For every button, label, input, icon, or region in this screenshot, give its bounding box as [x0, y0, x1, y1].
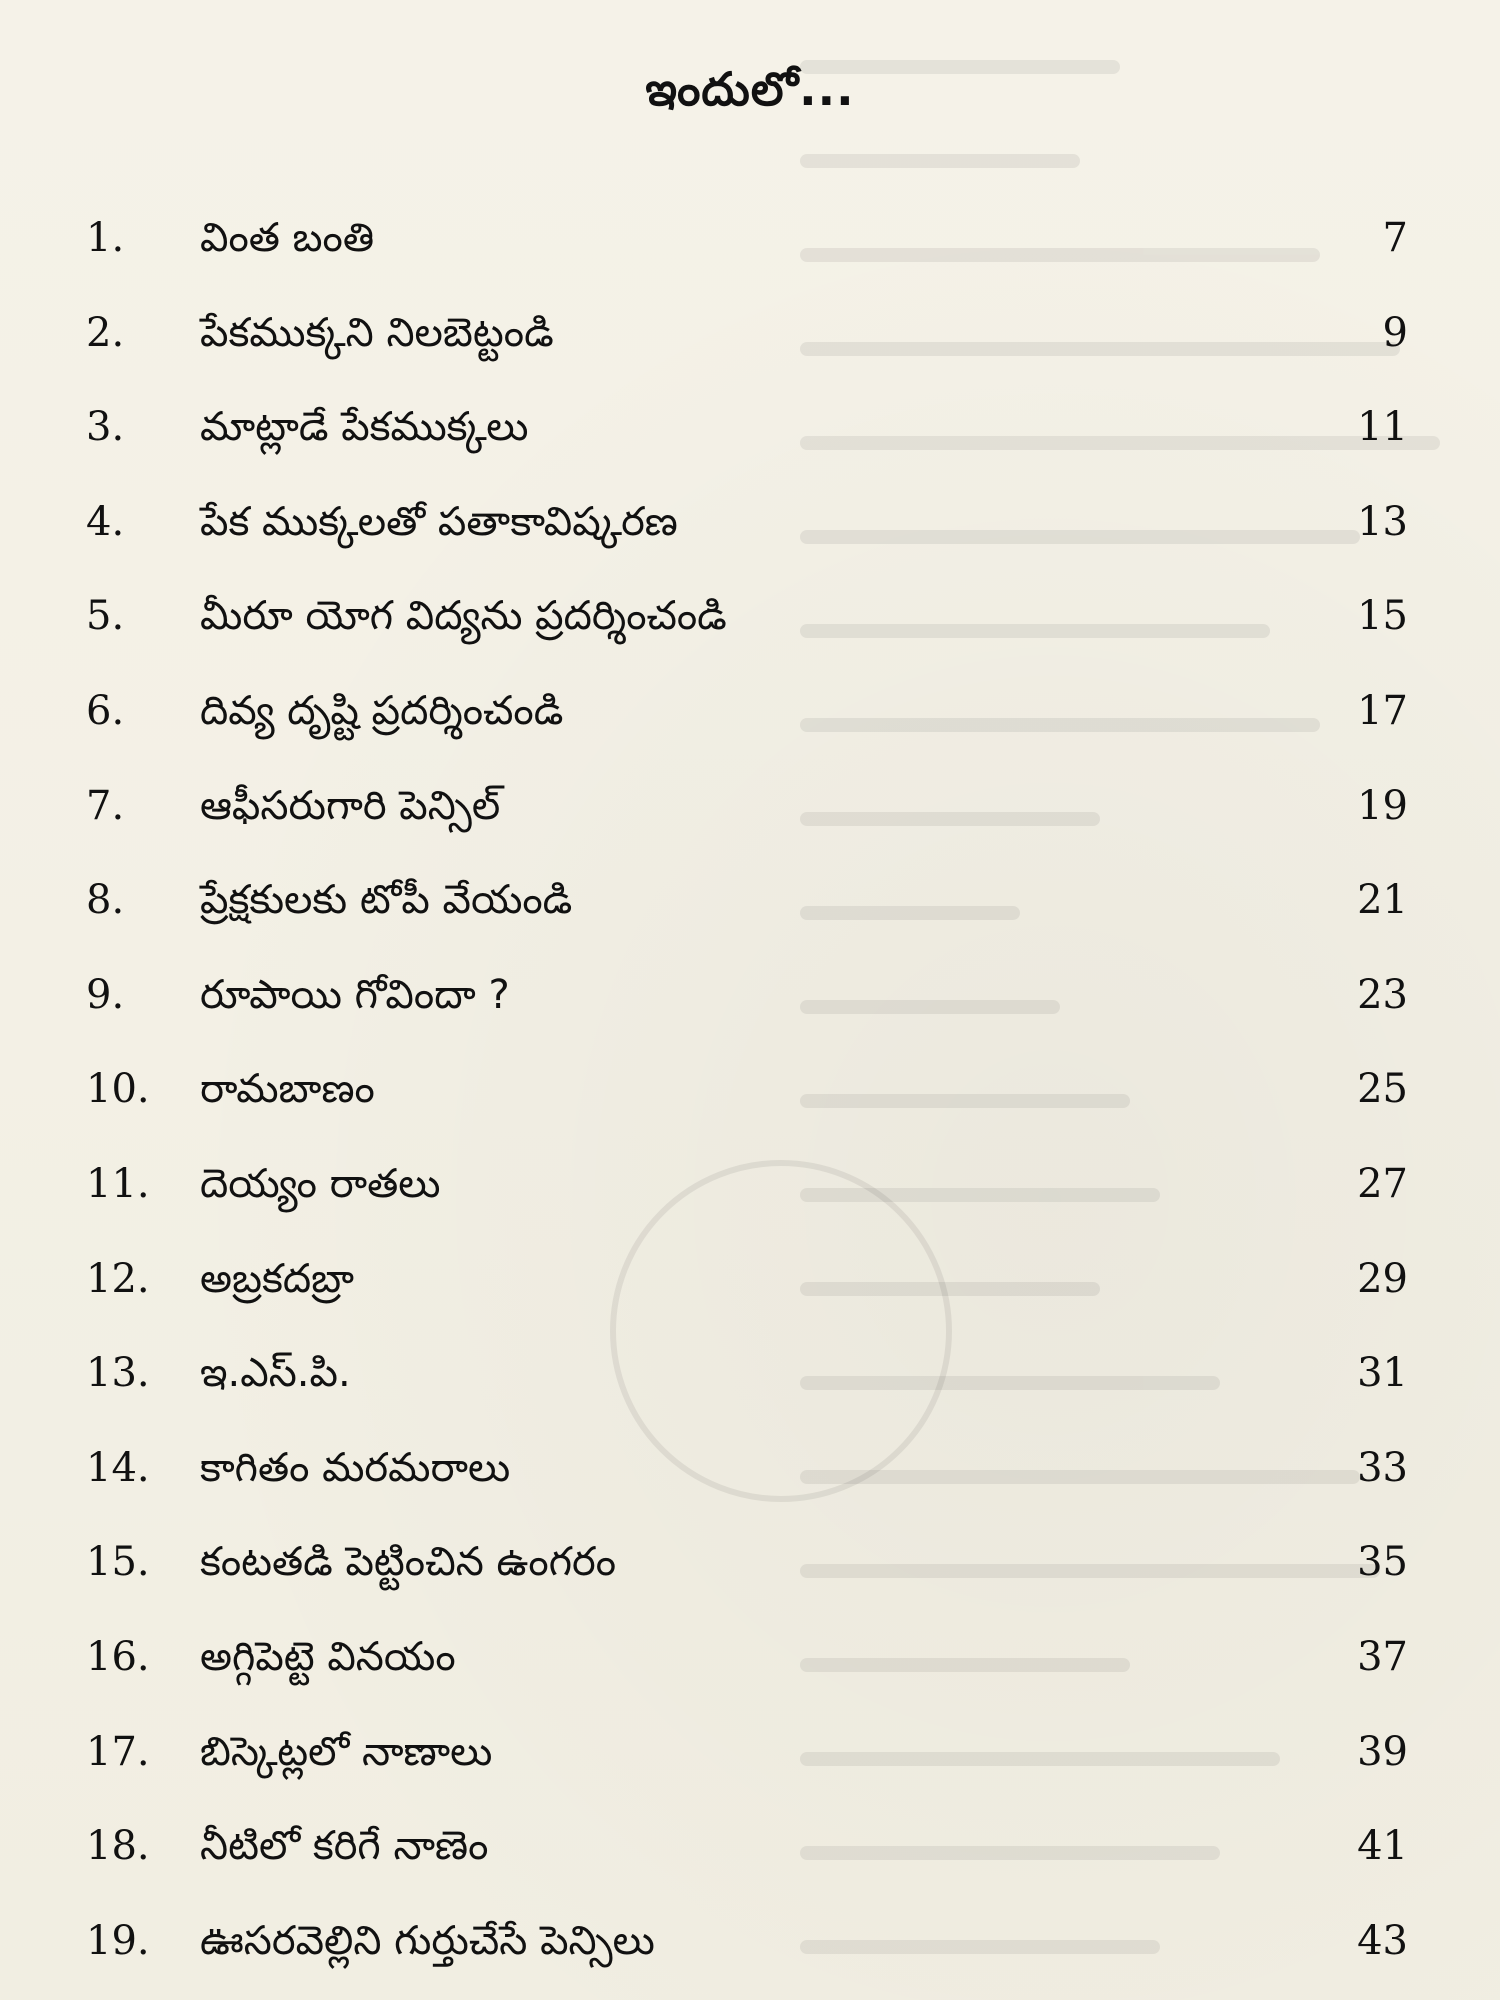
toc-entry-title: ఊసరవెల్లిని గుర్తుచేసే పెన్సిలు [200, 1917, 655, 1964]
toc-entry-page: 31 [1357, 1350, 1408, 1397]
toc-entry-page: 17 [1357, 688, 1408, 734]
toc-entry-number: 2. [86, 309, 125, 356]
toc-entry-title: కాగితం మరమరాలు [200, 1444, 511, 1491]
toc-entry [0, 1722, 1500, 1782]
toc-entry-number: 18. [86, 1823, 150, 1870]
toc-entry [0, 1059, 1500, 1119]
toc-entry-number: 15. [86, 1539, 150, 1586]
toc-entry [0, 681, 1500, 741]
toc-entry [0, 397, 1500, 457]
toc-entry-number: 3. [86, 404, 125, 451]
toc-entry [0, 870, 1500, 930]
toc-entry [0, 492, 1500, 552]
toc-entry-title: మాట్లాడే పేకముక్కలు [200, 404, 529, 451]
toc-entry-page: 27 [1357, 1161, 1408, 1207]
toc-entry [0, 1154, 1500, 1214]
toc-entry-page: 35 [1357, 1539, 1408, 1586]
toc-entry-title: పేకముక్కని నిలబెట్టండి [200, 309, 554, 356]
toc-entry [0, 965, 1500, 1025]
toc-entry [0, 586, 1500, 646]
toc-entry [0, 1343, 1500, 1403]
toc-entry-page: 37 [1357, 1634, 1408, 1680]
toc-entry-page: 21 [1357, 877, 1408, 924]
toc-entry-title: వింత బంతి [200, 215, 375, 261]
toc-entry-title: దెయ్యం రాతలు [200, 1161, 441, 1207]
toc-entry-title: అబ్రకదబ్రా [200, 1255, 354, 1302]
toc-entry-number: 16. [86, 1634, 150, 1680]
toc-entry-title: మీరూ యోగ విద్యను ప్రదర్శించండి [200, 593, 727, 640]
toc-entry [0, 1438, 1500, 1498]
page-title: ఇందులో... [645, 62, 855, 116]
toc-entry-page: 11 [1357, 404, 1408, 451]
toc-entry-page: 41 [1357, 1823, 1408, 1870]
toc-entry [0, 1627, 1500, 1687]
toc-entry-page: 7 [1382, 215, 1408, 261]
toc-entry [0, 1911, 1500, 1971]
toc-entry-title: రామబాణం [200, 1066, 375, 1113]
toc-entry-page: 15 [1357, 593, 1408, 640]
toc-entry-title: నీటిలో కరిగే నాణెం [200, 1823, 489, 1870]
toc-entry-title: ఇ.ఎస్.పి. [200, 1350, 351, 1397]
toc-entry-number: 10. [86, 1066, 150, 1113]
toc-entry-page: 39 [1357, 1728, 1408, 1775]
toc-entry-number: 13. [86, 1350, 150, 1397]
toc-entry-title: కంటతడి పెట్టించిన ఉంగరం [200, 1539, 617, 1586]
toc-entry-number: 14. [86, 1444, 150, 1491]
toc-entry-title: రూపాయి గోవిందా ? [200, 971, 510, 1018]
toc-entry-page: 9 [1382, 309, 1408, 356]
toc-entry-page: 25 [1357, 1066, 1408, 1113]
toc-entry-number: 12. [86, 1255, 150, 1302]
toc-entry-number: 8. [86, 877, 125, 924]
toc-entry [0, 1532, 1500, 1592]
toc-entry-page: 29 [1357, 1255, 1408, 1302]
toc-entry-number: 1. [86, 215, 125, 261]
toc-entry-page: 43 [1357, 1917, 1408, 1964]
toc-entry-title: దివ్య దృష్టి ప్రదర్శించండి [200, 688, 564, 734]
toc-entry [0, 1249, 1500, 1309]
toc-entry [0, 776, 1500, 836]
toc-entry-number: 11. [86, 1161, 150, 1207]
toc-entry-title: అగ్గిపెట్టె వినయం [200, 1634, 456, 1680]
toc-entry-page: 33 [1357, 1444, 1408, 1491]
toc-entry-number: 9. [86, 971, 125, 1018]
toc-entry-title: ఆఫీసరుగారి పెన్సిల్ [200, 782, 501, 829]
toc-entry-number: 4. [86, 498, 125, 545]
toc-entry-number: 19. [86, 1917, 150, 1964]
toc-entry-number: 6. [86, 688, 125, 734]
toc-entry-title: ప్రేక్షకులకు టోపీ వేయండి [200, 877, 573, 924]
toc-entry-number: 17. [86, 1728, 150, 1775]
toc-entry [0, 303, 1500, 363]
toc-entry-number: 5. [86, 593, 125, 640]
toc-entry-title: పేక ముక్కలతో పతాకావిష్కరణ [200, 498, 678, 545]
toc-entry-number: 7. [86, 782, 125, 829]
toc-entry-page: 23 [1357, 971, 1408, 1018]
toc-entry [0, 208, 1500, 268]
toc-entry [0, 1816, 1500, 1876]
toc-entry-page: 13 [1357, 498, 1408, 545]
toc-entry-page: 19 [1357, 782, 1408, 829]
toc-entry-title: బిస్కెట్లలో నాణాలు [200, 1728, 493, 1775]
